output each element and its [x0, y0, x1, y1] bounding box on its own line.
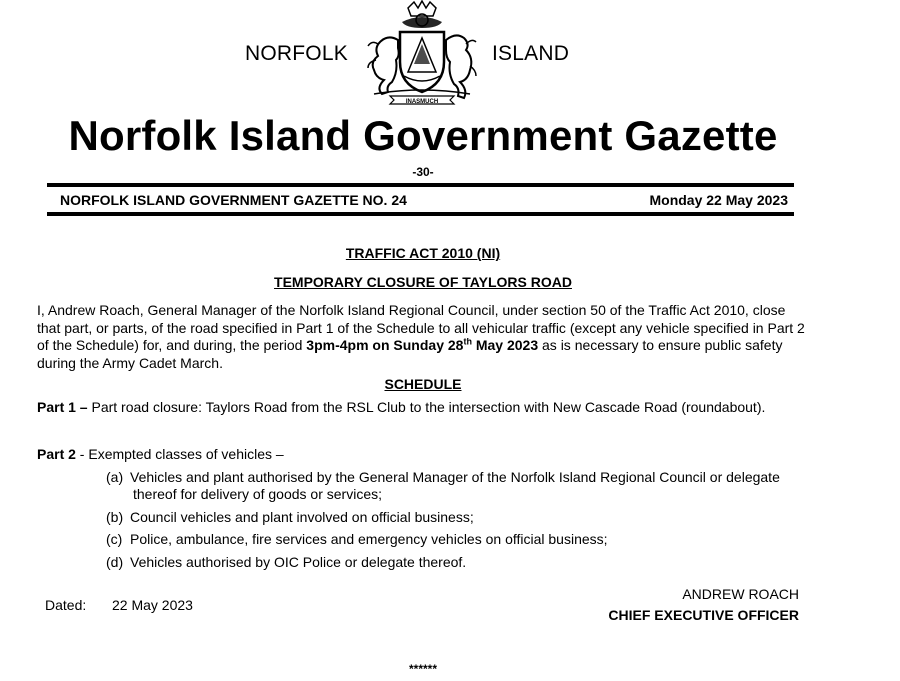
- exemption-b: [106, 509, 821, 526]
- coat-of-arms-icon: [360, 0, 484, 108]
- body-text-1: I, Andrew Roach, General Manager of the Norfolk Island Regional Council, under section 50 of the Traffic Act 2010, close that part, or parts, of the road specified in Part 1 of the Schedule to all vehicular traffic (except any vehicle specified in Part 2 of the Schedule) for, and during, the period: [37, 302, 805, 353]
- schedule-heading: SCHEDULE: [384, 376, 462, 392]
- exemption-b-label: (b): [106, 509, 124, 525]
- notice-body: [37, 302, 812, 372]
- ordinal-suffix: th: [463, 336, 472, 347]
- exemption-d: [106, 554, 821, 571]
- gazette-number: NORFOLK ISLAND GOVERNMENT GAZETTE NO. 24: [60, 192, 407, 208]
- part-2: [37, 446, 284, 462]
- part-1: [37, 399, 765, 415]
- body-text-2: as is necessary to ensure public safety during the Army Cadet March.: [37, 337, 783, 371]
- signatory-name: ANDREW ROACH: [682, 586, 799, 602]
- part-2-label: Part 2: [37, 446, 76, 462]
- bottom-rule: [47, 212, 794, 216]
- crest-motto: INASMUCH: [405, 99, 439, 105]
- masthead-left-word: NORFOLK: [245, 42, 348, 65]
- dated-label: Dated:: [45, 597, 87, 613]
- top-rule: [47, 183, 794, 187]
- exemption-c-label: (c): [106, 531, 123, 547]
- signatory-title: CHIEF EXECUTIVE OFFICER: [608, 607, 799, 623]
- issue-date: Monday 22 May 2023: [649, 192, 788, 208]
- masthead-right-word: ISLAND: [492, 42, 570, 65]
- gazette-title: Norfolk Island Government Gazette: [68, 112, 778, 159]
- exemption-a: [106, 469, 821, 503]
- closure-period-a: 3pm-4pm on Sunday 28: [306, 337, 464, 353]
- exemption-a-label: (a): [106, 469, 124, 485]
- exemption-d-text: Vehicles authorised by OIC Police or delegate thereof.: [130, 554, 467, 570]
- subject-heading: TEMPORARY CLOSURE OF TAYLORS ROAD: [274, 274, 572, 290]
- closure-period-b: May 2023: [471, 337, 539, 353]
- part-1-text: Part road closure: Taylors Road from the RSL Club to the intersection with New Cascade Road (roundabout).: [87, 399, 766, 415]
- exemption-a-text: Vehicles and plant authorised by the General Manager of the Norfolk Island Regional Council or delegate: [130, 469, 780, 485]
- exemption-b-text: Council vehicles and plant involved on official business;: [130, 509, 474, 525]
- dated-value: 22 May 2023: [112, 597, 193, 613]
- closure-period: [306, 337, 538, 353]
- exemption-c: [106, 531, 821, 548]
- act-heading: TRAFFIC ACT 2010 (NI): [345, 245, 501, 261]
- exemption-a-continuation: thereof for delivery of goods or services;: [133, 486, 383, 502]
- exemption-d-label: (d): [106, 554, 124, 570]
- part-2-text: - Exempted classes of vehicles –: [75, 446, 284, 462]
- end-marker: ******: [408, 662, 438, 676]
- part-1-label: Part 1 –: [37, 399, 88, 415]
- exemption-c-text: Police, ambulance, fire services and emergency vehicles on official business;: [130, 531, 608, 547]
- page-number: -30-: [412, 165, 434, 179]
